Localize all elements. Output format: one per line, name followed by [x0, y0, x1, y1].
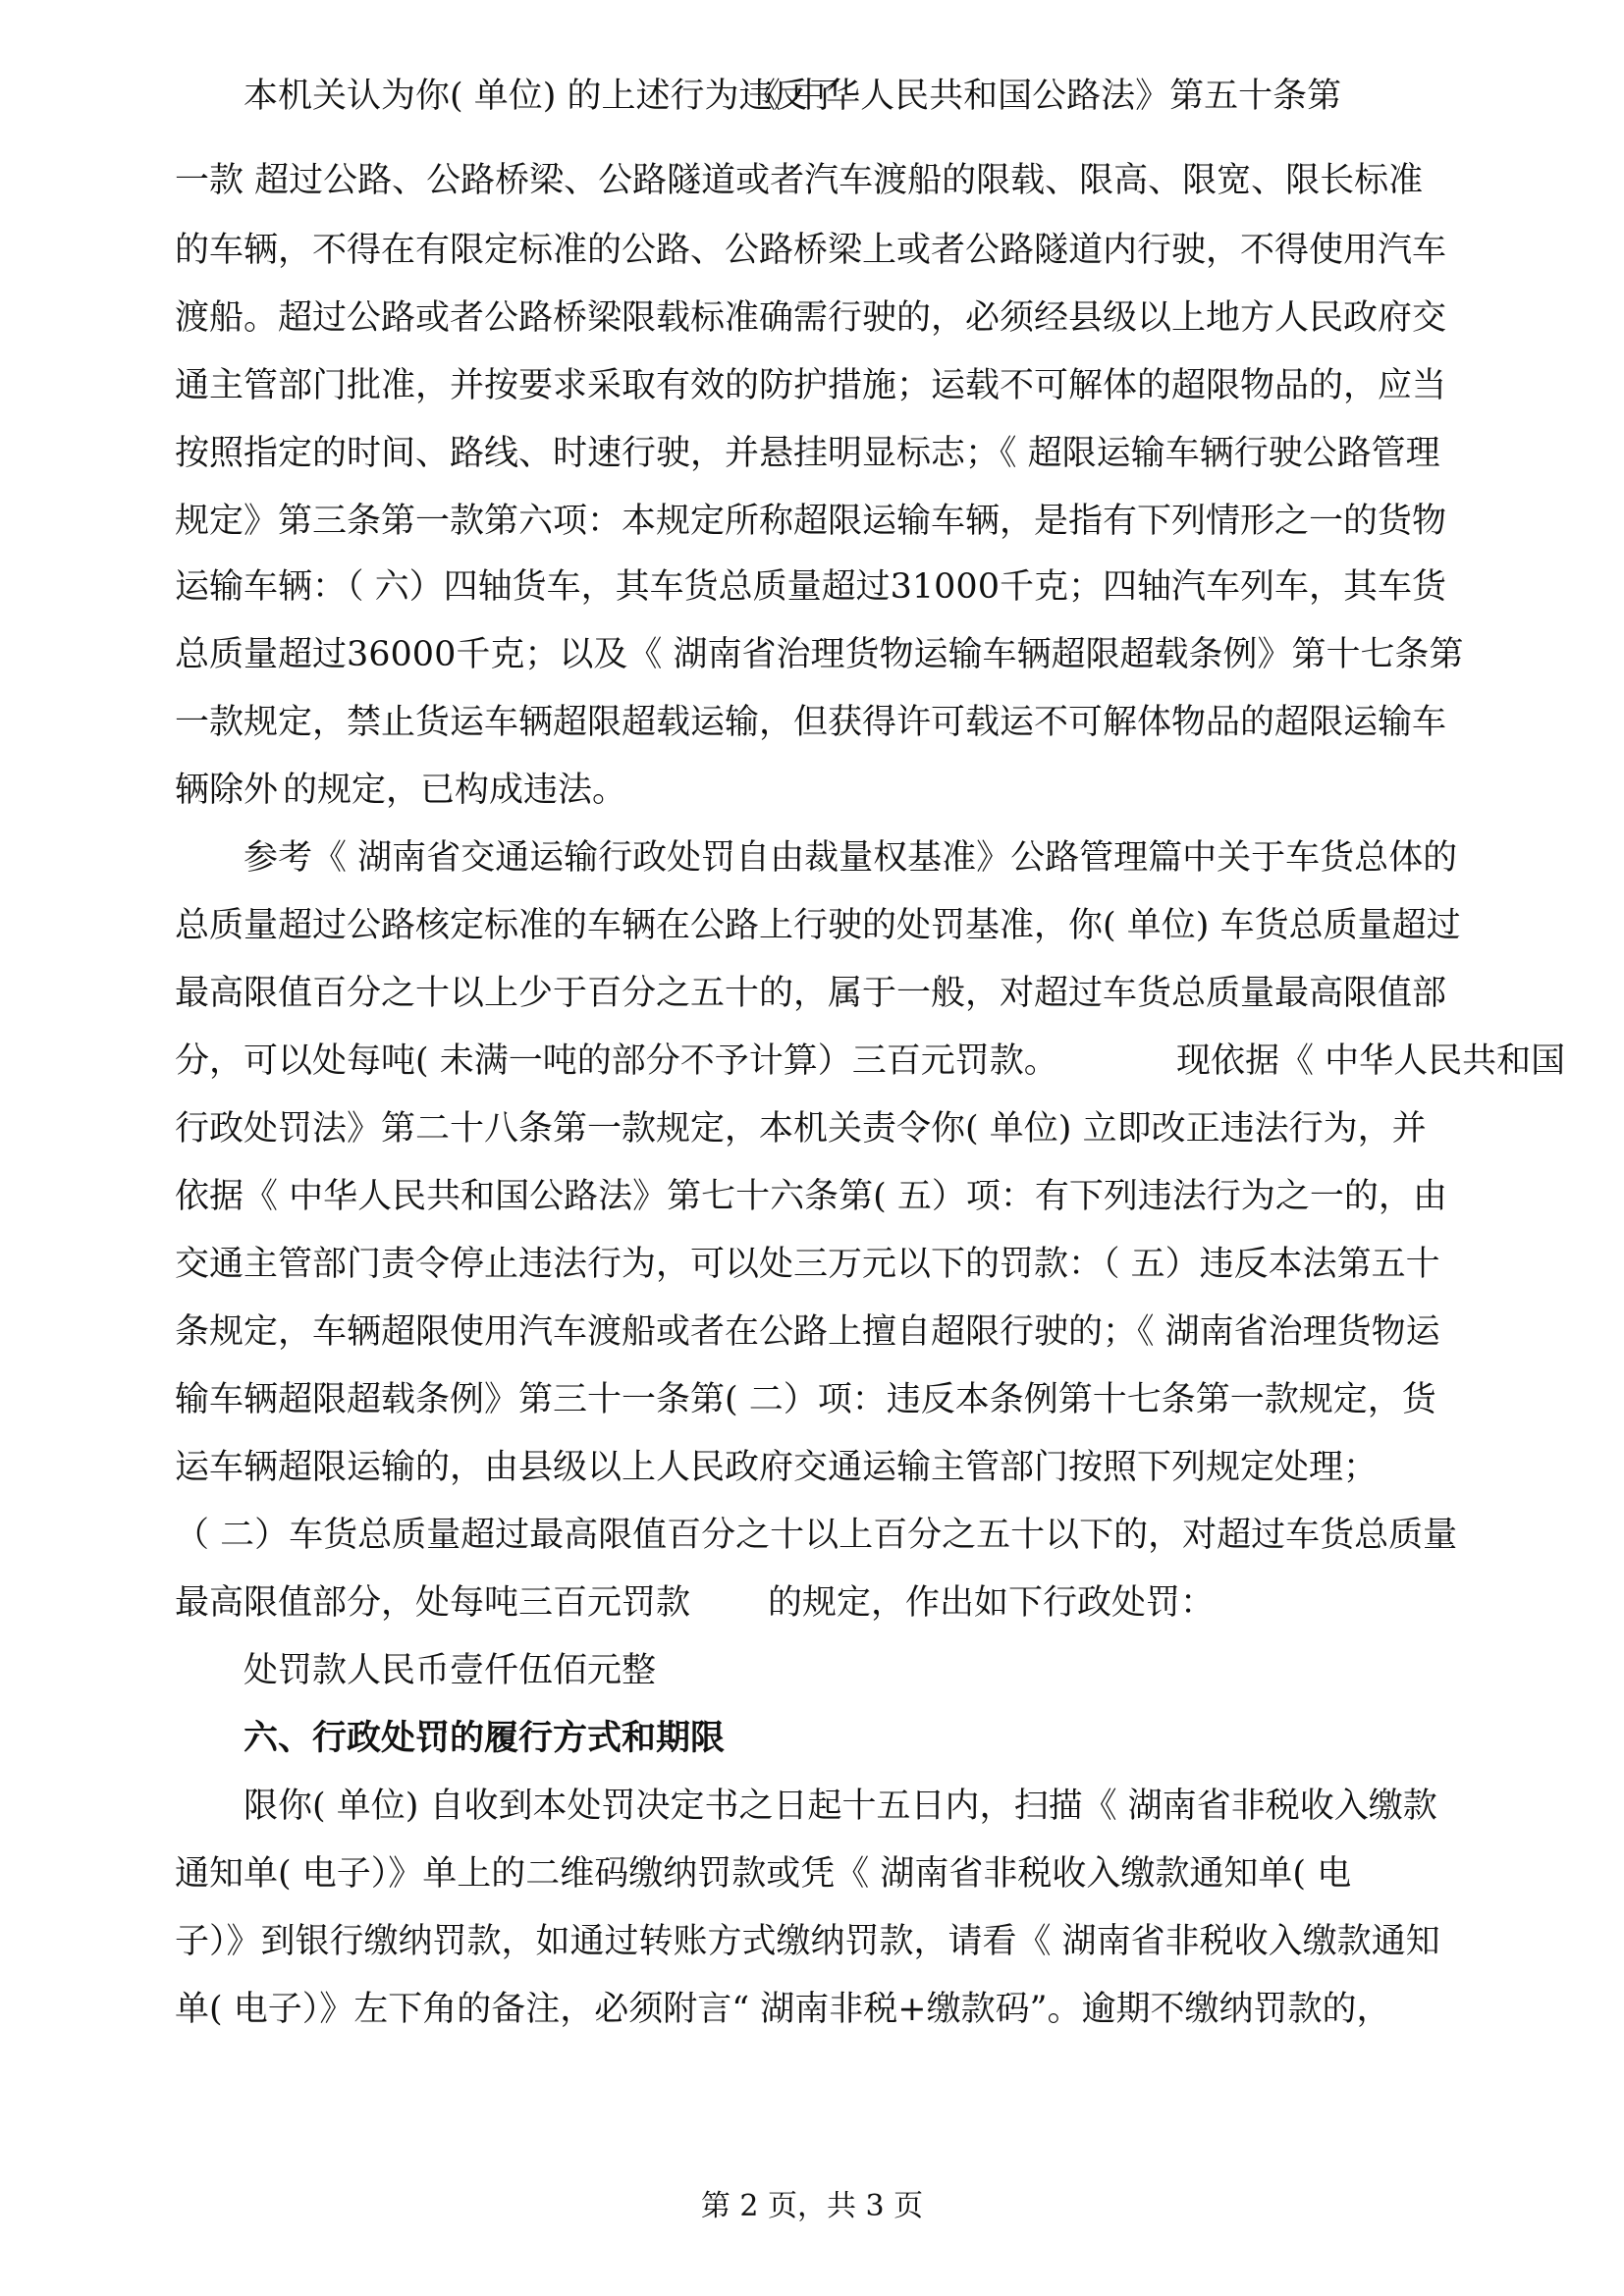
- underlined-text: 运输车辆：（ 六）四轴货车，其车货总质量超过31000千克；四轴汽车列车，其车货: [175, 558, 1446, 616]
- underlined-text: 限你( 单位) 自收到本处罚决定书之日起十五日内，扫描《 湖南省非税收入缴款: [244, 1777, 1437, 1836]
- text-line: [0, 1777, 1624, 1836]
- underlined-text: 子）》到银行缴纳罚款，如通过转账方式缴纳罚款，请看《 湖南省非税收入缴款通知: [175, 1912, 1440, 1971]
- underlined-text: 通主管部门批准，并按要求采取有效的防护措施；运载不可解体的超限物品的，应当: [175, 356, 1446, 415]
- underlined-text: 条规定，车辆超限使用汽车渡船或者在公路上擅自超限行驶的；《 湖南省治理货物运: [175, 1303, 1440, 1362]
- text-line: [0, 151, 1624, 210]
- text-line: [0, 1912, 1624, 1971]
- text-line: [0, 1032, 1624, 1091]
- text-line: [0, 1641, 1624, 1700]
- underlined-text: 现依据《 中华人民共和国: [1176, 1032, 1565, 1091]
- underlined-text: 的车辆，不得在有限定标准的公路、公路桥梁上或者公路隧道内行驶，不得使用汽车: [175, 221, 1446, 280]
- underlined-text: 通知单( 电子）》单上的二维码缴纳罚款或凭《 湖南省非税收入缴款通知单( 电: [175, 1844, 1351, 1903]
- text-line: [0, 289, 1624, 347]
- text-line: [0, 1303, 1624, 1362]
- underlined-text: 总质量超过公路核定标准的车辆在公路上行驶的处罚基准，你( 单位) 车货总质量超过: [175, 896, 1461, 955]
- text-line: [0, 1980, 1624, 2039]
- text-line: [0, 356, 1624, 415]
- text-line: [0, 964, 1624, 1023]
- text-line: [0, 828, 1624, 887]
- page-number: 第 2 页，共 3 页: [700, 2189, 924, 2223]
- text-segment: 的规定，已构成违法。: [283, 771, 627, 810]
- text-segment: 依据: [175, 1177, 244, 1216]
- underlined-text: 按照指定的时间、路线、时速行驶，并悬挂明显标志；《 超限运输车辆行驶公路管理: [175, 424, 1440, 483]
- text-line: [0, 492, 1624, 551]
- underlined-text: 交通主管部门责令停止违法行为，可以处三万元以下的罚款：（ 五）违反本法第五十: [175, 1235, 1440, 1294]
- text-line: [0, 693, 1624, 752]
- text-line: [0, 1574, 1624, 1632]
- text-line: [0, 1438, 1624, 1497]
- text-line: [0, 896, 1624, 955]
- underlined-text: 最高限值部分，处每吨三百元罚款: [175, 1574, 690, 1632]
- section-heading: [0, 1709, 1624, 1768]
- text-line: [0, 1167, 1624, 1226]
- text-segment: 六、行政处罚的履行方式和期限: [244, 1718, 726, 1758]
- underlined-text: 运车辆超限运输的，由县级以上人民政府交通运输主管部门按照下列规定处理；: [175, 1438, 1378, 1497]
- underlined-text: 参考《 湖南省交通运输行政处罚自由裁量权基准》公路管理篇中关于车货总体的: [244, 828, 1457, 887]
- text-line: [0, 1370, 1624, 1429]
- text-line: [0, 625, 1624, 684]
- underlined-text: 辆除外: [175, 761, 278, 820]
- text-line: [0, 1844, 1624, 1903]
- underlined-text: 渡船。超过公路或者公路桥梁限载标准确需行驶的，必须经县级以上地方人民政府交: [175, 289, 1446, 347]
- underlined-text: 处罚款人民币壹仟伍佰元整: [244, 1641, 656, 1700]
- underlined-text: 单( 电子）》左下角的备注，必须附言“ 湖南非税+缴款码”。逾期不缴纳罚款的，: [175, 1980, 1391, 2039]
- underlined-text: 最高限值百分之十以上少于百分之五十的，属于一般，对超过车货总质量最高限值部: [175, 964, 1446, 1023]
- underlined-text: 《 中华人民共和国公路法》第七十六条第( 五）项：有下列违法行为之一的，由: [244, 1167, 1447, 1226]
- underlined-text: 总质量超过36000千克；以及《 湖南省治理货物运输车辆超限超载条例》第十七条第: [175, 625, 1463, 684]
- text-line: [0, 1235, 1624, 1294]
- underlined-text: 分，可以处每吨( 未满一吨的部分不予计算）三百元罚款。: [175, 1032, 1058, 1091]
- underlined-text: 输车辆超限超载条例》第三十一条第( 二）项：违反本条例第十七条第一款规定，货: [175, 1370, 1436, 1429]
- text-line: [0, 761, 1624, 820]
- text-line: [0, 424, 1624, 483]
- text-line: [0, 1506, 1624, 1565]
- text-line: [0, 67, 1624, 126]
- text-line: [0, 1099, 1624, 1158]
- text-line: [0, 221, 1624, 280]
- text-segment: 本机关认为你( 单位) 的上述行为违反了: [244, 77, 842, 116]
- underlined-text: 一款规定，禁止货运车辆超限超载运输，但获得许可载运不可解体物品的超限运输车: [175, 693, 1446, 752]
- text-segment: 的规定，作出如下行政处罚：: [768, 1583, 1216, 1623]
- underlined-text: 一款 超过公路、公路桥梁、公路隧道或者汽车渡船的限载、限高、限宽、限长标准: [175, 151, 1423, 210]
- text-line: [0, 558, 1624, 616]
- underlined-text: （ 二）车货总质量超过最高限值百分之十以上百分之五十以下的，对超过车货总质量: [175, 1506, 1457, 1565]
- underlined-text: 《 中华人民共和国公路法》第五十条第: [746, 67, 1341, 126]
- underlined-text: 规定》第三条第一款第六项：本规定所称超限运输车辆，是指有下列情形之一的货物: [175, 492, 1446, 551]
- underlined-text: 行政处罚法》第二十八条第一款规定，本机关责令你( 单位) 立即改正违法行为，并: [175, 1099, 1427, 1158]
